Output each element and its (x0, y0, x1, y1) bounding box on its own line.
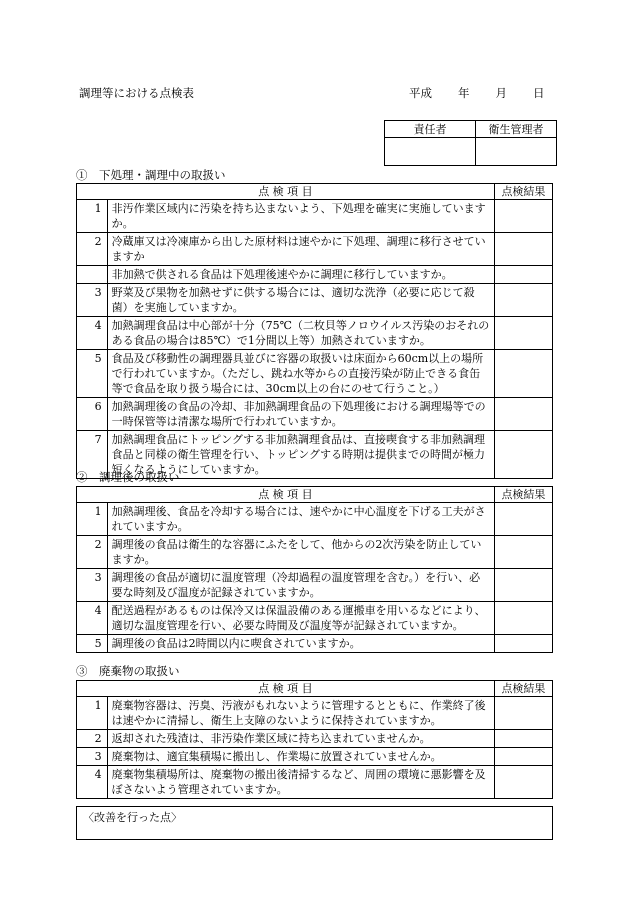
row-text: 廃棄物集積場所は、廃棄物の搬出後清掃するなど、周囲の環境に悪影響を及ぼさないよう管理されていますか。 (107, 766, 494, 799)
date-day: 日 (533, 86, 545, 100)
row-text: 調理後の食品は衛生的な容器にふたをして、他からの2次汚染を防止していますか。 (107, 536, 494, 569)
hygiene-manager-signature-cell[interactable] (476, 138, 557, 166)
row-number: 2 (77, 536, 108, 569)
row-number: 7 (77, 431, 108, 479)
date-line (409, 85, 545, 101)
date-era: 平成 (409, 86, 432, 100)
row-number: 1 (77, 503, 108, 536)
result-cell[interactable] (494, 233, 552, 266)
row-number: 1 (77, 200, 108, 233)
table-row (77, 635, 553, 653)
page-title: 調理等における点検表 (79, 86, 194, 100)
row-number (77, 266, 108, 284)
section-2-table (76, 486, 553, 653)
table-row (77, 233, 553, 266)
row-text: 加熱調理後の食品の冷却、非加熱調理食品の下処理後における調理場等での一時保管等は清潔な場所で行われていますか。 (107, 398, 494, 431)
row-text: 調理後の食品は2時間以内に喫食されていますか。 (107, 635, 494, 653)
result-cell[interactable] (494, 766, 552, 799)
table-row (77, 536, 553, 569)
responsible-signature-cell[interactable] (385, 138, 476, 166)
row-text: 食品及び移動性の調理器具並びに容器の取扱いは床面から60cm以上の場所で行われていますか。（ただし、跳ね水等からの直接汚染が防止できる食缶等で食品を取り扱う場合には、30cm以上の台にのせて行うこと。） (107, 350, 494, 398)
improvement-notes-box[interactable] (76, 806, 553, 840)
row-text: 廃棄物容器は、汚臭、汚液がもれないように管理するとともに、作業終了後は速やかに清掃し、衛生上支障のないように保持されていますか。 (107, 697, 494, 730)
result-header: 点検結果 (494, 681, 552, 697)
result-cell[interactable] (494, 266, 552, 284)
table-row (77, 602, 553, 635)
section-3-table (76, 680, 553, 799)
row-number: 3 (77, 569, 108, 602)
date-month: 月 (495, 86, 507, 100)
row-number: 6 (77, 398, 108, 431)
row-number: 5 (77, 635, 108, 653)
table-row (77, 569, 553, 602)
table-row (77, 503, 553, 536)
section-2-heading: ② 調理後の取扱い (76, 470, 180, 484)
result-cell[interactable] (494, 350, 552, 398)
row-text: 加熱調理後、食品を冷却する場合には、速やかに中心温度を下げる工夫がされていますか。 (107, 503, 494, 536)
result-cell[interactable] (494, 398, 552, 431)
row-number: 3 (77, 748, 108, 766)
table-row (77, 200, 553, 233)
table-row (77, 748, 553, 766)
section-1-heading: ① 下処理・調理中の取扱い (76, 168, 226, 182)
row-number: 2 (77, 730, 108, 748)
result-cell[interactable] (494, 317, 552, 350)
hygiene-manager-header: 衛生管理者 (476, 121, 557, 138)
result-cell[interactable] (494, 200, 552, 233)
row-number: 4 (77, 602, 108, 635)
result-cell[interactable] (494, 602, 552, 635)
row-text: 調理後の食品が適切に温度管理（冷却過程の温度管理を含む。）を行い、必要な時刻及び温度が記録されていますか。 (107, 569, 494, 602)
responsibility-table (384, 120, 557, 166)
result-cell[interactable] (494, 635, 552, 653)
row-text: 廃棄物は、適宜集積場に搬出し、作業場に放置されていませんか。 (107, 748, 494, 766)
table-row (77, 730, 553, 748)
item-header: 点 検 項 目 (77, 184, 495, 200)
row-number: 2 (77, 233, 108, 266)
improvement-label: 〈改善を行った点〉 (83, 811, 182, 824)
table-row (77, 766, 553, 799)
result-header: 点検結果 (494, 487, 552, 503)
table-row (77, 697, 553, 730)
row-number: 5 (77, 350, 108, 398)
result-cell[interactable] (494, 569, 552, 602)
row-text: 野菜及び果物を加熱せずに供する場合には、適切な洗浄（必要に応じて殺菌）を実施していますか。 (107, 284, 494, 317)
row-text: 冷蔵庫又は冷凍庫から出した原材料は速やかに下処理、調理に移行させていますか (107, 233, 494, 266)
row-number: 4 (77, 317, 108, 350)
result-cell[interactable] (494, 730, 552, 748)
row-text: 加熱調理食品にトッピングする非加熱調理食品は、直接喫食する非加熱調理食品と同様の衛生管理を行い、トッピングする時期は提供までの時間が極力短くなるようにしていますか。 (107, 431, 494, 479)
table-row (77, 266, 553, 284)
row-text: 返却された残渣は、非汚染作業区域に持ち込まれていませんか。 (107, 730, 494, 748)
item-header: 点 検 項 目 (77, 681, 495, 697)
result-cell[interactable] (494, 697, 552, 730)
result-header: 点検結果 (494, 184, 552, 200)
table-row (77, 317, 553, 350)
row-number: 4 (77, 766, 108, 799)
table-row (77, 284, 553, 317)
date-year: 年 (458, 86, 470, 100)
row-text: 非加熱で供される食品は下処理後速やかに調理に移行していますか。 (107, 266, 494, 284)
row-text: 加熱調理食品は中心部が十分（75℃（二枚貝等ノロウイルス汚染のおそれのある食品の場合は85℃）で1分間以上等）加熱されていますか。 (107, 317, 494, 350)
result-cell[interactable] (494, 536, 552, 569)
item-header: 点 検 項 目 (77, 487, 495, 503)
row-text: 非汚作業区域内に汚染を持ち込まないよう、下処理を確実に実施していますか。 (107, 200, 494, 233)
result-cell[interactable] (494, 503, 552, 536)
row-number: 1 (77, 697, 108, 730)
table-row (77, 398, 553, 431)
result-cell[interactable] (494, 284, 552, 317)
row-number: 3 (77, 284, 108, 317)
section-1-table (76, 183, 553, 479)
result-cell[interactable] (494, 431, 552, 479)
result-cell[interactable] (494, 748, 552, 766)
responsible-header: 責任者 (385, 121, 476, 138)
table-row (77, 350, 553, 398)
row-text: 配送過程があるものは保冷又は保温設備のある運搬車を用いるなどにより、適切な温度管理を行い、必要な時間及び温度等が記録されていますか。 (107, 602, 494, 635)
section-3-heading: ③ 廃棄物の取扱い (76, 664, 180, 678)
